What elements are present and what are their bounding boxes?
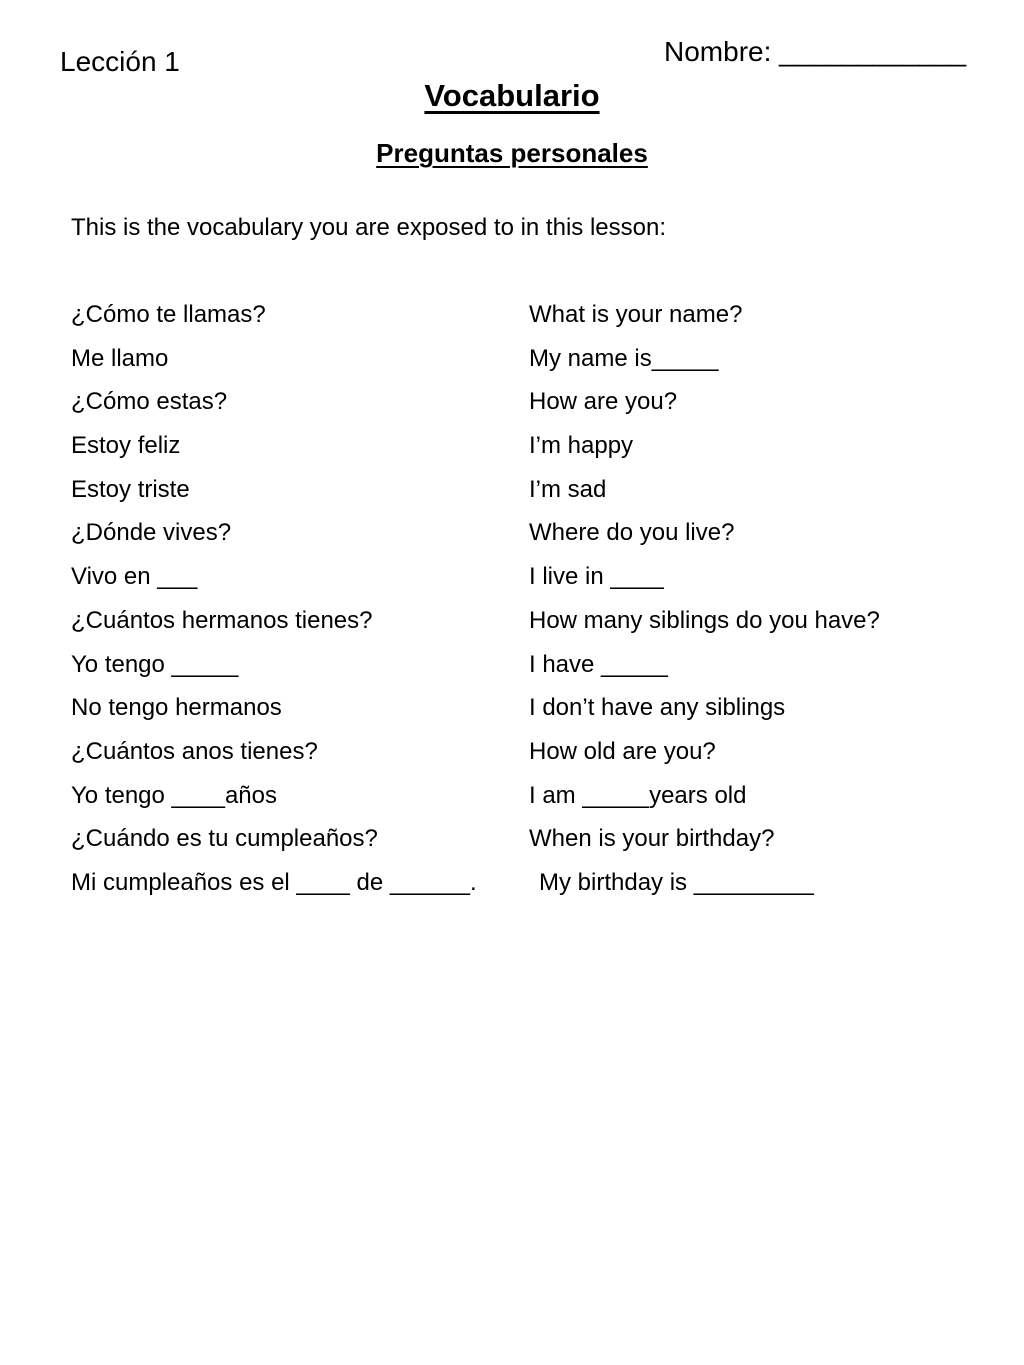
- spanish-phrase: ¿Cómo estas?: [71, 388, 228, 416]
- vocab-row: [71, 823, 991, 867]
- english-translation: Where do you live?: [529, 519, 735, 547]
- spanish-phrase: Mi cumpleaños es el ____ de ______.: [71, 868, 477, 896]
- spanish-phrase: Yo tengo ____años: [71, 781, 277, 809]
- vocab-row: [71, 517, 991, 561]
- vocab-row: [71, 474, 991, 518]
- english-translation: How old are you?: [529, 737, 716, 765]
- intro-text: This is the vocabulary you are exposed to in this lesson:: [71, 214, 666, 241]
- english-translation: I don’t have any siblings: [529, 694, 786, 722]
- spanish-phrase: ¿Cuántos hermanos tienes?: [71, 606, 373, 634]
- vocab-row: [71, 605, 991, 649]
- vocab-row: [71, 343, 991, 387]
- vocab-row: [71, 430, 991, 474]
- spanish-phrase: ¿Dónde vives?: [71, 519, 232, 547]
- english-translation: What is your name?: [529, 301, 743, 328]
- spanish-phrase: Estoy triste: [71, 475, 190, 503]
- spanish-phrase: Vivo en ___: [71, 563, 198, 591]
- english-translation: How many siblings do you have?: [529, 606, 880, 634]
- vocab-row: [71, 561, 991, 605]
- spanish-phrase: ¿Cómo te llamas?: [71, 301, 266, 328]
- spanish-phrase: ¿Cuándo es tu cumpleaños?: [71, 825, 378, 853]
- vocab-row: [71, 299, 991, 343]
- page-subtitle: Preguntas personales: [376, 138, 648, 168]
- spanish-phrase: ¿Cuántos anos tienes?: [71, 737, 318, 765]
- english-translation: I’m happy: [529, 432, 634, 460]
- vocab-row: [71, 386, 991, 430]
- vocab-row: [71, 780, 991, 824]
- english-translation: How are you?: [529, 388, 678, 416]
- vocabulary-list: [71, 299, 991, 911]
- vocab-row: [71, 692, 991, 736]
- english-translation: When is your birthday?: [529, 825, 775, 853]
- english-translation: I am _____years old: [529, 781, 747, 809]
- english-translation: I have _____: [529, 650, 668, 678]
- spanish-phrase: No tengo hermanos: [71, 694, 282, 722]
- english-translation: I live in ____: [529, 563, 664, 591]
- name-field-label: Nombre: ____________: [664, 36, 967, 67]
- english-translation: My birthday is _________: [539, 868, 814, 896]
- spanish-phrase: Yo tengo _____: [71, 650, 239, 678]
- english-translation: I’m sad: [529, 475, 607, 503]
- vocab-row: [71, 649, 991, 693]
- spanish-phrase: Estoy feliz: [71, 432, 181, 460]
- spanish-phrase: Me llamo: [71, 344, 169, 372]
- vocab-row: [71, 736, 991, 780]
- page-title: Vocabulario: [424, 78, 600, 113]
- english-translation: My name is_____: [529, 344, 719, 372]
- vocab-row: [71, 867, 991, 911]
- lesson-number: Lección 1: [60, 46, 180, 77]
